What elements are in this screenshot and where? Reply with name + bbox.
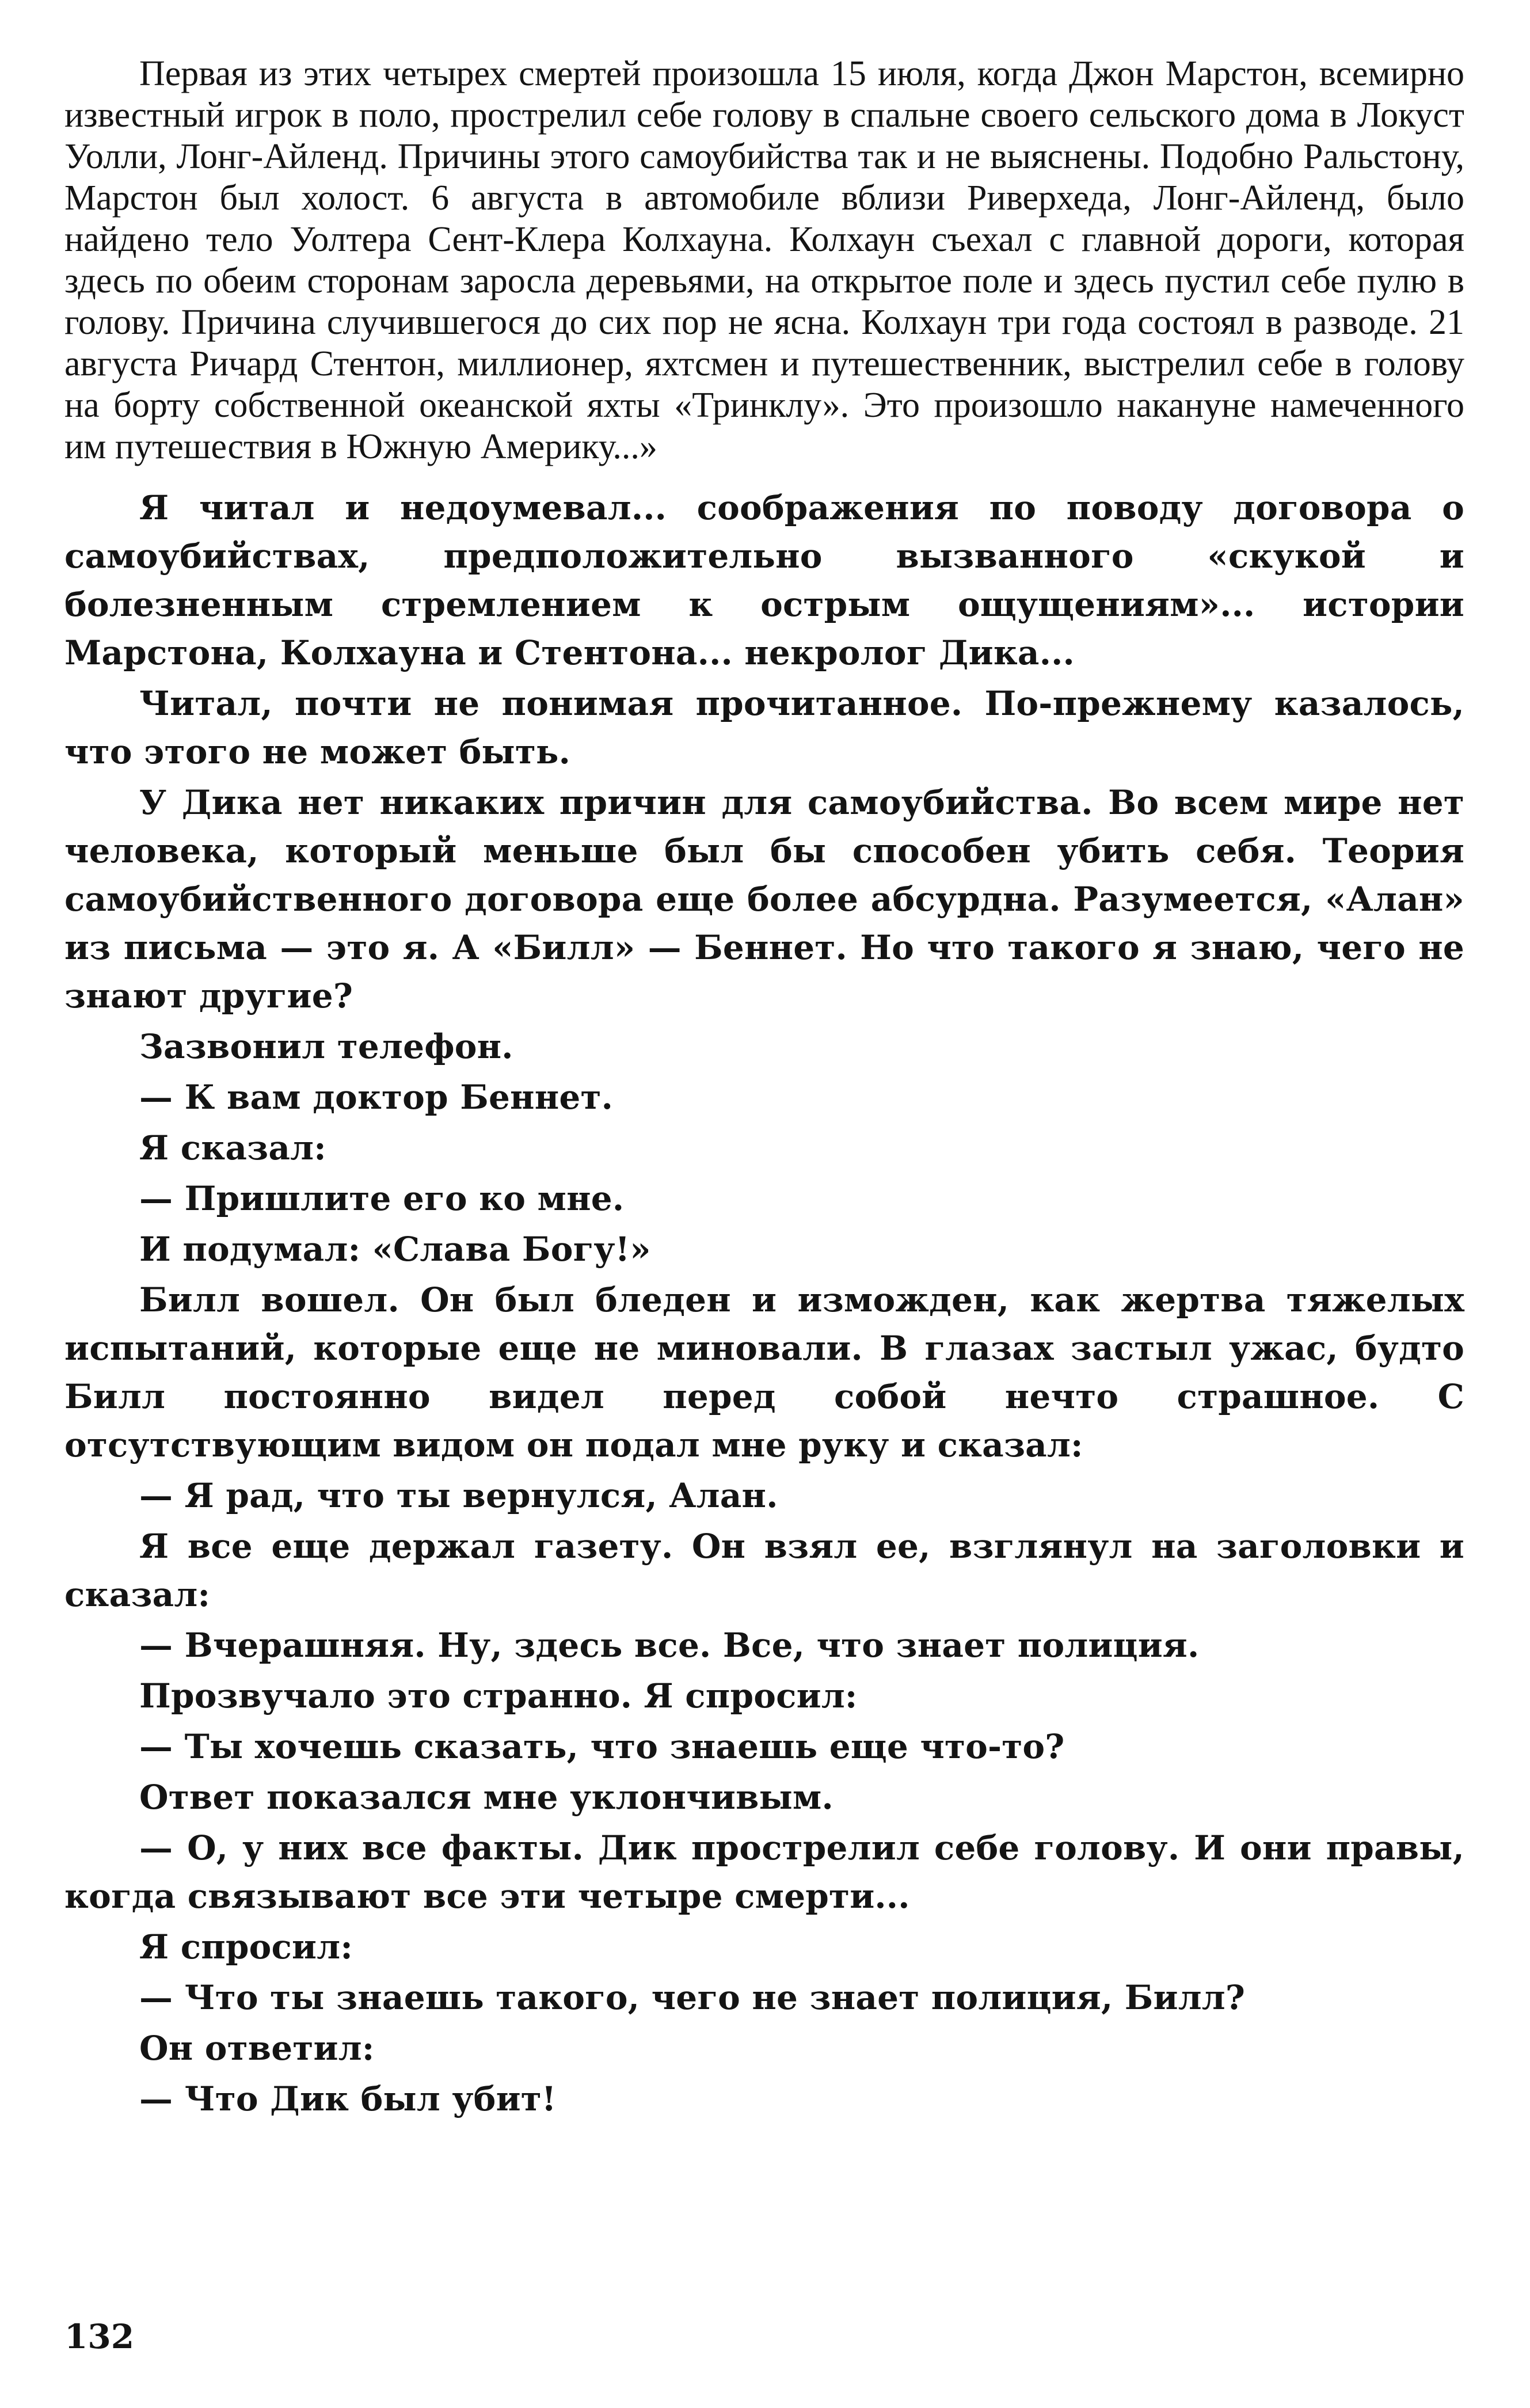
dialogue-line: — Что ты знаешь такого, чего не знает полиция, Билл? bbox=[139, 1978, 1246, 2017]
paragraph: И подумал: «Слава Богу!» bbox=[139, 1230, 651, 1269]
dialogue-line: — О, у них все факты. Дик прострелил себе голову. И они правы, когда связывают все эти четыре смерти... bbox=[64, 1828, 1464, 1916]
paragraph: Я спросил: bbox=[139, 1927, 353, 1966]
paragraph: Я читал и недоумевал... соображения по поводу договора о самоубийствах, предположительно вызванного «скукой и болезненным стремлением к острым ощущениям»... истории Марстона, Колхауна и Стентона... некролог Дика... bbox=[64, 488, 1464, 672]
main-text bbox=[64, 484, 1464, 2123]
dialogue-line: — Вчерашняя. Ну, здесь все. Все, что знает полиция. bbox=[139, 1626, 1200, 1665]
newspaper-quote bbox=[64, 53, 1464, 467]
dialogue-line: — Я рад, что ты вернулся, Алан. bbox=[139, 1476, 778, 1515]
paragraph: Ответ показался мне уклончивым. bbox=[139, 1778, 833, 1817]
paragraph: Зазвонил телефон. bbox=[139, 1027, 513, 1066]
paragraph: Я сказал: bbox=[139, 1128, 326, 1167]
dialogue-line: — К вам доктор Беннет. bbox=[139, 1078, 613, 1117]
paragraph: Читал, почти не понимая прочитанное. По-прежнему казалось, что этого не может быть. bbox=[64, 684, 1464, 771]
quote-paragraph: Первая из этих четырех смертей произошла 15 июля, когда Джон Марстон, всемирно известный игрок в поло, прострелил себе голову в спальне своего сельского дома в Локуст Уолли, Лонг-Айленд. Причины этого самоубийства так и не выяснены. Подобно Ральстону, Марстон был холост. 6 августа в автомобиле вблизи Риверхеда, Лонг-Айленд, было найдено тело Уолтера Сент-Клера Колхауна. Колхаун съехал с главной дороги, которая здесь по обеим сторонам заросла деревьями, на открытое поле и здесь пустил себе пулю в голову. Причина случившегося до сих пор не ясна. Колхаун три года состоял в разводе. 21 августа Ричард Стентон, миллионер, яхтсмен и путешественник, выстрелил себе в голову на борту собственной океанской яхты «Тринклу». Это произошло накануне намеченного им путешествия в Южную Америку...» bbox=[64, 54, 1464, 466]
page-number: 132 bbox=[64, 2317, 135, 2356]
dialogue-line: — Что Дик был убит! bbox=[139, 2079, 557, 2118]
paragraph: Прозвучало это странно. Я спросил: bbox=[139, 1676, 858, 1715]
paragraph: Билл вошел. Он был бледен и изможден, как жертва тяжелых испытаний, которые еще не миновали. В глазах застыл ужас, будто Билл постоянно видел перед собой нечто страшное. С отсутствующим видом он подал мне руку и сказал: bbox=[64, 1280, 1464, 1464]
paragraph: Он ответил: bbox=[139, 2029, 375, 2068]
book-page bbox=[64, 53, 1464, 2367]
paragraph: У Дика нет никаких причин для самоубийства. Во всем мире нет человека, который меньше был бы способен убить себя. Теория самоубийственного договора еще более абсурдна. Разумеется, «Алан» из письма — это я. А «Билл» — Беннет. Но что такого я знаю, чего не знают другие? bbox=[64, 783, 1464, 1015]
paragraph: Я все еще держал газету. Он взял ее, взглянул на заголовки и сказал: bbox=[64, 1527, 1464, 1614]
dialogue-line: — Пришлите его ко мне. bbox=[139, 1179, 625, 1218]
dialogue-line: — Ты хочешь сказать, что знаешь еще что-то? bbox=[139, 1727, 1065, 1766]
